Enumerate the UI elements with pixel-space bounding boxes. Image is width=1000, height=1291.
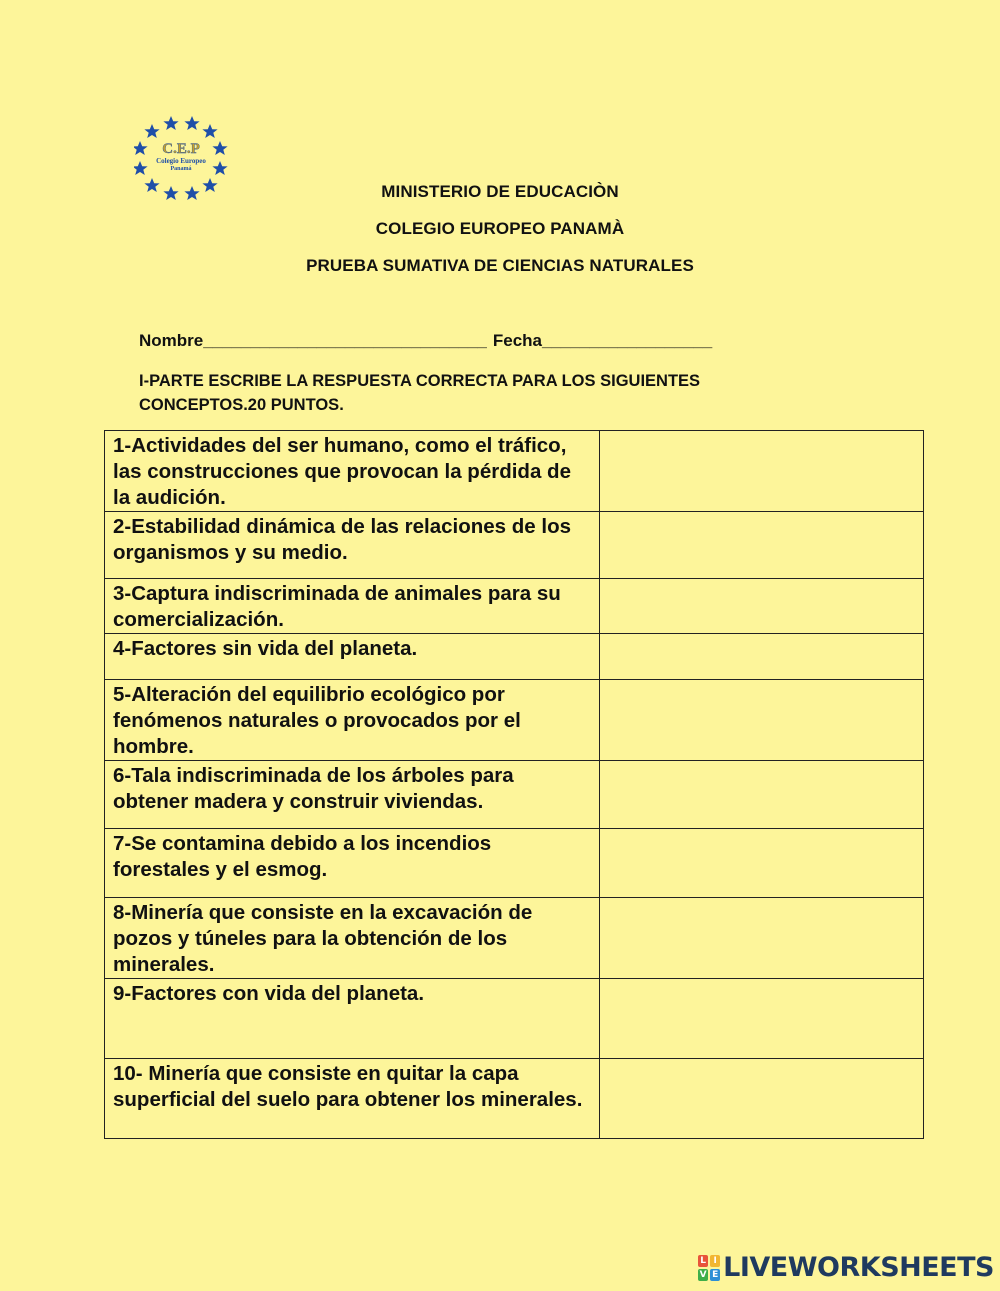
question-row [105, 761, 924, 829]
school-name: COLEGIO EUROPEO PANAMÀ [375, 219, 625, 238]
question-row [105, 898, 924, 979]
question-text: 2-Estabilidad dinámica de las relaciones de los organismos y su medio. [105, 512, 600, 579]
question-text: 7-Se contamina debido a los incendios forestales y el esmog. [105, 829, 600, 898]
instructions [139, 369, 839, 417]
exam-title: PRUEBA SUMATIVA DE CIENCIAS NATURALES [306, 256, 694, 275]
question-row [105, 512, 924, 579]
brand-mark-letter: E [712, 1269, 719, 1280]
liveworksheets-brand [697, 1252, 994, 1283]
answer-cell[interactable] [600, 1059, 924, 1139]
question-row [105, 680, 924, 761]
question-text: 8-Minería que consiste en la excavación de pozos y túneles para la obtención de los minerales. [105, 898, 600, 979]
brand-mark-letter: V [699, 1269, 707, 1280]
brand-mark-letter: I [710, 1255, 720, 1267]
instructions-line-1: I-PARTE ESCRIBE LA RESPUESTA CORRECTA PARA LOS SIGUIENTES [139, 372, 701, 390]
logo-line1: Colegio Europeo [156, 157, 206, 165]
answer-cell[interactable] [600, 680, 924, 761]
student-fields [139, 331, 712, 351]
question-text: 3-Captura indiscriminada de animales para su comercialización. [105, 579, 600, 634]
instructions-line-2: CONCEPTOS.20 PUNTOS. [139, 396, 344, 414]
answer-cell[interactable] [600, 979, 924, 1059]
ministry-title: MINISTERIO DE EDUCACIÒN [381, 182, 619, 201]
brand-text: LIVEWORKSHEETS [723, 1252, 994, 1283]
answer-cell[interactable] [600, 579, 924, 634]
date-field[interactable]: Fecha__________________ [492, 331, 713, 350]
question-row [105, 979, 924, 1059]
answer-cell[interactable] [600, 431, 924, 512]
question-text: 6-Tala indiscriminada de los árboles para obtener madera y construir viviendas. [105, 761, 600, 829]
answer-cell[interactable] [600, 512, 924, 579]
quiz-table [104, 430, 924, 1139]
logo-line2: Panamá [170, 166, 192, 172]
question-text: 1-Actividades del ser humano, como el tráfico, las construcciones que provocan la pérdida de la audición. [105, 431, 600, 512]
logo-abbr: C.E.P [162, 141, 200, 157]
answer-cell[interactable] [600, 829, 924, 898]
answer-cell[interactable] [600, 634, 924, 680]
question-text: 10- Minería que consiste en quitar la capa superficial del suelo para obtener los minerales. [105, 1059, 600, 1139]
question-text: 4-Factores sin vida del planeta. [105, 634, 600, 680]
question-text: 9-Factores con vida del planeta. [105, 979, 600, 1059]
answer-cell[interactable] [600, 761, 924, 829]
question-row [105, 829, 924, 898]
question-row [105, 634, 924, 680]
liveworksheets-logo-icon [697, 1254, 721, 1282]
question-row [105, 431, 924, 512]
question-row [105, 1059, 924, 1139]
name-field[interactable]: Nombre______________________________ [139, 331, 487, 350]
question-text: 5-Alteración del equilibrio ecológico por fenómenos naturales o provocados por el hombre. [105, 680, 600, 761]
brand-mark-letter: L [698, 1255, 708, 1267]
answer-cell[interactable] [600, 898, 924, 979]
question-row [105, 579, 924, 634]
